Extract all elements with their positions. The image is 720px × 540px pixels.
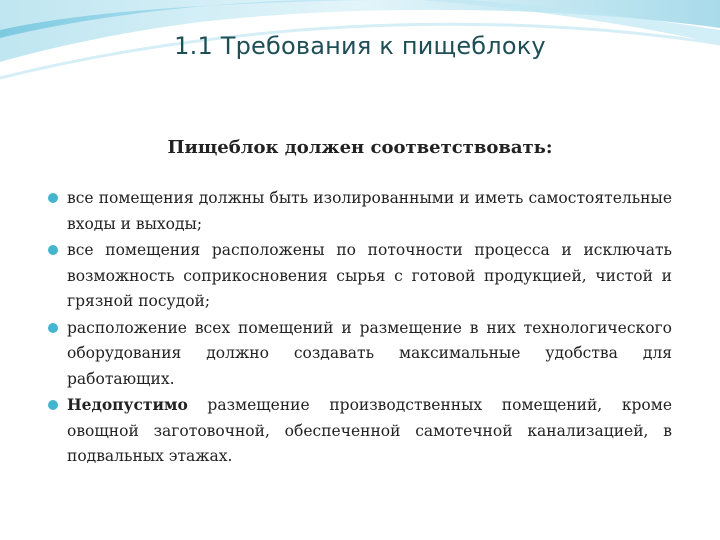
requirements-list <box>48 185 672 470</box>
bullet-text: все помещения должны быть изолированными и иметь самостоятельные входы и выходы; <box>67 189 672 233</box>
slide-title: 1.1 Требования к пищеблоку <box>174 32 546 60</box>
list-item <box>48 185 672 237</box>
list-item <box>48 315 672 393</box>
bullet-text: все помещения расположены по поточности процесса и исключать возможность соприкосновения сырья с готовой продукцией, чистой и грязной посудой; <box>67 241 672 310</box>
bullet-icon <box>48 400 58 410</box>
bullet-icon <box>48 245 58 255</box>
list-item <box>48 392 672 470</box>
bullet-emphasis: Недопустимо <box>67 395 188 414</box>
header-swoosh-decoration <box>0 0 720 120</box>
bullet-text: расположение всех помещений и размещение в них технологического оборудования должно создавать максимальные удобства для работающих. <box>67 318 672 388</box>
list-item <box>48 237 672 315</box>
bullet-icon <box>48 323 58 333</box>
bullet-text: размещение производственных помещений, кроме овощной заготовочной, обеспеченной самотечной канализацией, в подвальных этажах. <box>67 396 672 465</box>
section-subtitle: Пищеблок должен соответствовать: <box>167 137 553 158</box>
bullet-icon <box>48 193 58 203</box>
